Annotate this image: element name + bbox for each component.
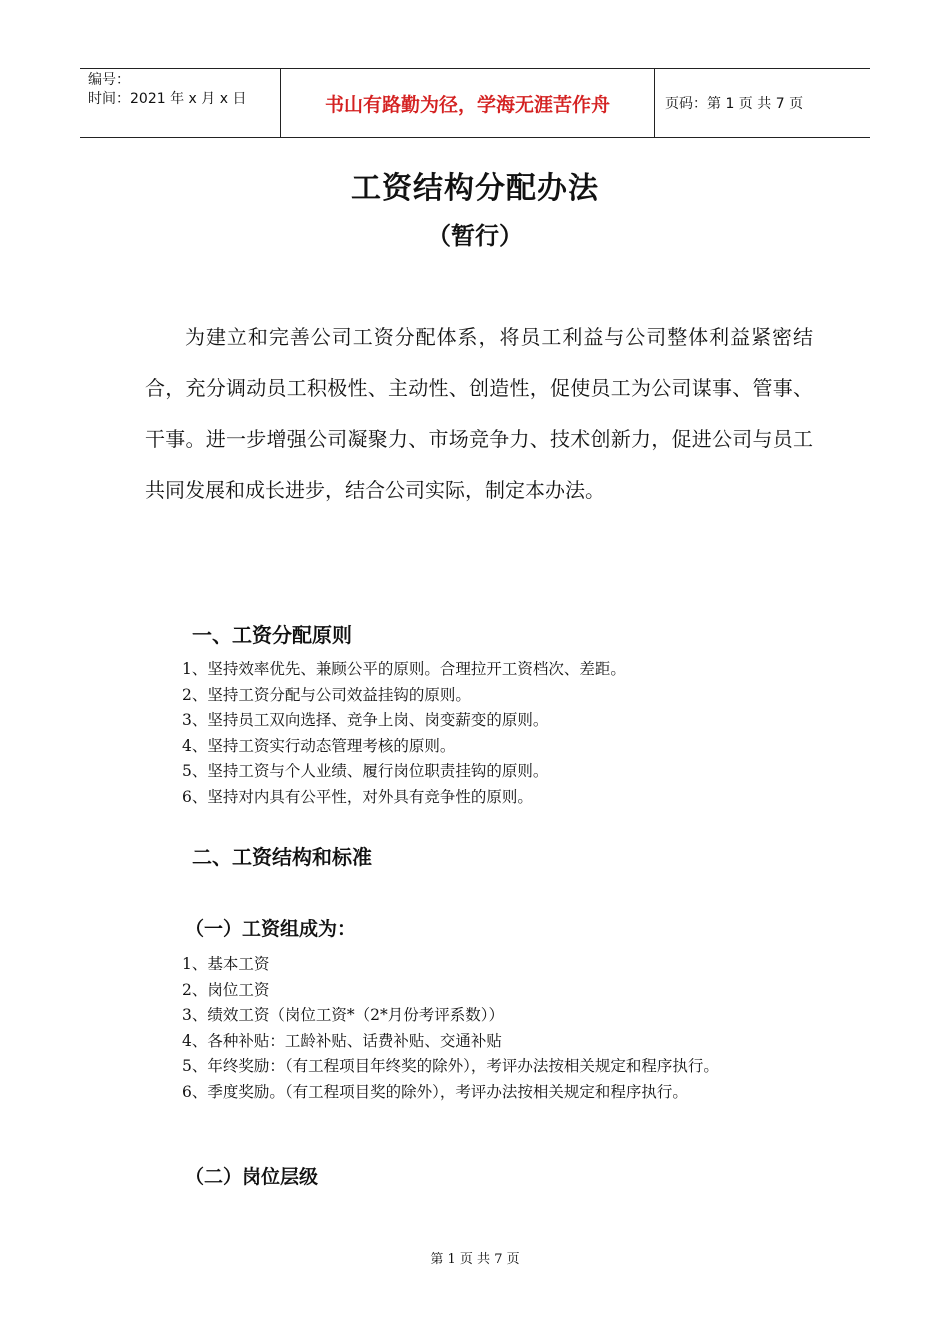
list-item: 2、岗位工资 bbox=[182, 980, 270, 999]
list-item: 4、各种补贴：工龄补贴、话费补贴、交通补贴 bbox=[182, 1031, 502, 1050]
subsection-1-heading: （一）工资组成为： bbox=[185, 918, 357, 940]
header-table bbox=[80, 68, 870, 138]
page-footer: 第 1 页 共 7 页 bbox=[430, 1252, 520, 1267]
list-item: 6、季度奖励。（有工程项目奖的除外），考评办法按相关规定和程序执行。 bbox=[182, 1082, 688, 1101]
list-item: 4、坚持工资实行动态管理考核的原则。 bbox=[182, 736, 456, 755]
list-item: 5、坚持工资与个人业绩、履行岗位职责挂钩的原则。 bbox=[182, 762, 549, 780]
header-page-info: 页码：第 1 页 共 7 页 bbox=[665, 96, 804, 112]
list-item: 1、基本工资 bbox=[182, 955, 270, 973]
document-number-label: 编号： bbox=[88, 72, 130, 88]
intro-paragraph: 为建立和完善公司工资分配体系，将员工利益与公司整体利益紧密结合，充分调动员工积极性、主动性、创造性，促使员工为公司谋事、管事、干事。进一步增强公司凝聚力、市场竞争力、技术创新力，促进公司与员工共同发展和成长进步，结合公司实际，制定本办法。 bbox=[145, 325, 813, 502]
list-item: 6、坚持对内具有公平性，对外具有竞争性的原则。 bbox=[182, 787, 533, 806]
document-title: 工资结构分配办法 bbox=[351, 171, 599, 206]
list-item: 1、坚持效率优先、兼顾公平的原则。合理拉开工资档次、差距。 bbox=[182, 660, 626, 678]
list-item: 3、坚持员工双向选择、竞争上岗、岗变薪变的原则。 bbox=[182, 711, 549, 729]
subsection-1-list bbox=[145, 952, 825, 1105]
document-subtitle: （暂行） bbox=[427, 222, 523, 250]
section-1-heading: 一、工资分配原则 bbox=[192, 623, 352, 647]
header-motto: 书山有路勤为径，学海无涯苦作舟 bbox=[281, 69, 655, 137]
list-item: 3、绩效工资（岗位工资*（2*月份考评系数）） bbox=[182, 1006, 504, 1024]
list-item: 2、坚持工资分配与公司效益挂钩的原则。 bbox=[182, 685, 471, 704]
list-item: 5、年终奖励：（有工程项目年终奖的除外），考评办法按相关规定和程序执行。 bbox=[182, 1057, 719, 1075]
subsection-2-heading: （二）岗位层级 bbox=[185, 1166, 319, 1188]
header-meta bbox=[80, 69, 281, 137]
section-2-heading: 二、工资结构和标准 bbox=[192, 845, 372, 869]
section-1-list bbox=[145, 657, 825, 810]
document-date: 时间：2021 年 x 月 x 日 bbox=[88, 91, 247, 107]
